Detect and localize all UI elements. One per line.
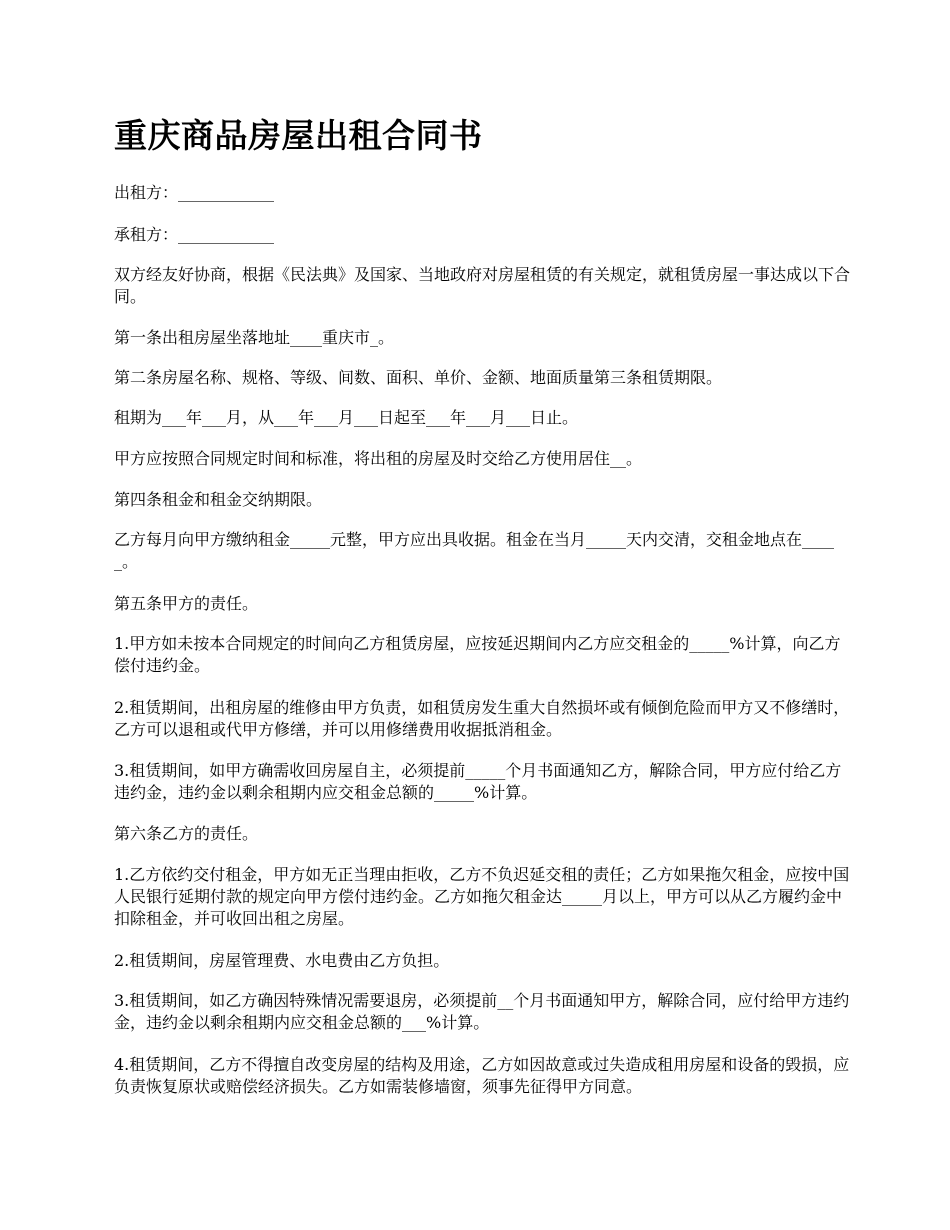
delivery-paragraph: 甲方应按照合同规定时间和标准，将出租的房屋及时交给乙方使用居住__。 <box>114 449 643 468</box>
lessee-duty-2-paragraph: 2.租赁期间，房屋管理费、水电费由乙方负担。 <box>114 951 450 970</box>
article-5-heading: 第五条甲方的责任。 <box>114 594 259 613</box>
lessee-duty-4-paragraph: 4.租赁期间，乙方不得擅自改变房屋的结构及用途，乙方如因故意或过失造成租用房屋和设备的毁损，应负责恢复原状或赔偿经济损失。乙方如需装修墙窗，须事先征得甲方同意。 <box>114 1055 850 1096</box>
article-6-heading: 第六条乙方的责任。 <box>114 824 259 843</box>
lessor-duty-3-paragraph: 3.租赁期间，如甲方确需收回房屋自主，必须提前_____个月书面通知乙方，解除合同，甲方应付给乙方违约金，违约金以剩余租期内应交租金总额的_____%计算。 <box>114 761 842 802</box>
lessee-duty-3-paragraph: 3.租赁期间，如乙方确因特殊情况需要退房，必须提前__个月书面通知甲方，解除合同，应付给甲方违约金，违约金以剩余租期内应交租金总额的___%计算。 <box>114 991 850 1032</box>
article-4-heading: 第四条租金和租金交纳期限。 <box>114 490 323 509</box>
lease-term-paragraph: 租期为___年___月，从___年___月___日起至___年___月___日止。 <box>114 408 579 427</box>
lessor-line: 出租方：____________ <box>114 183 275 202</box>
document-title: 重庆商品房屋出租合同书 <box>114 116 483 155</box>
article-1-paragraph: 第一条出租房屋坐落地址____重庆市_。 <box>114 328 395 347</box>
rent-payment-paragraph: 乙方每月向甲方缴纳租金_____元整，甲方应出具收据。租金在当月_____天内交清，交租金地点在_____。 <box>114 530 835 571</box>
article-2-3-paragraph: 第二条房屋名称、规格、等级、间数、面积、单价、金额、地面质量第三条租赁期限。 <box>114 368 723 387</box>
lessor-duty-1-paragraph: 1.甲方如未按本合同规定的时间向乙方租赁房屋，应按延迟期间内乙方应交租金的_____%计算，向乙方偿付违约金。 <box>114 634 841 675</box>
lessee-line: 承租方：____________ <box>114 225 275 244</box>
lessor-duty-2-paragraph: 2.租赁期间，出租房屋的维修由甲方负责，如租赁房发生重大自然损坏或有倾倒危险而甲方又不修缮时，乙方可以退租或代甲方修缮，并可以用修缮费用收据抵消租金。 <box>114 698 850 739</box>
preamble-paragraph: 双方经友好协商，根据《民法典》及国家、当地政府对房屋租赁的有关规定，就租赁房屋一事达成以下合同。 <box>114 265 851 306</box>
lessee-duty-1-paragraph: 1.乙方依约交付租金，甲方如无正当理由拒收，乙方不负迟延交租的责任；乙方如果拖欠租金，应按中国人民银行延期付款的规定向甲方偿付违约金。乙方如拖欠租金达_____月以上，甲方可以从乙方履约金中扣除租金，并可收回出租之房屋。 <box>114 865 850 928</box>
